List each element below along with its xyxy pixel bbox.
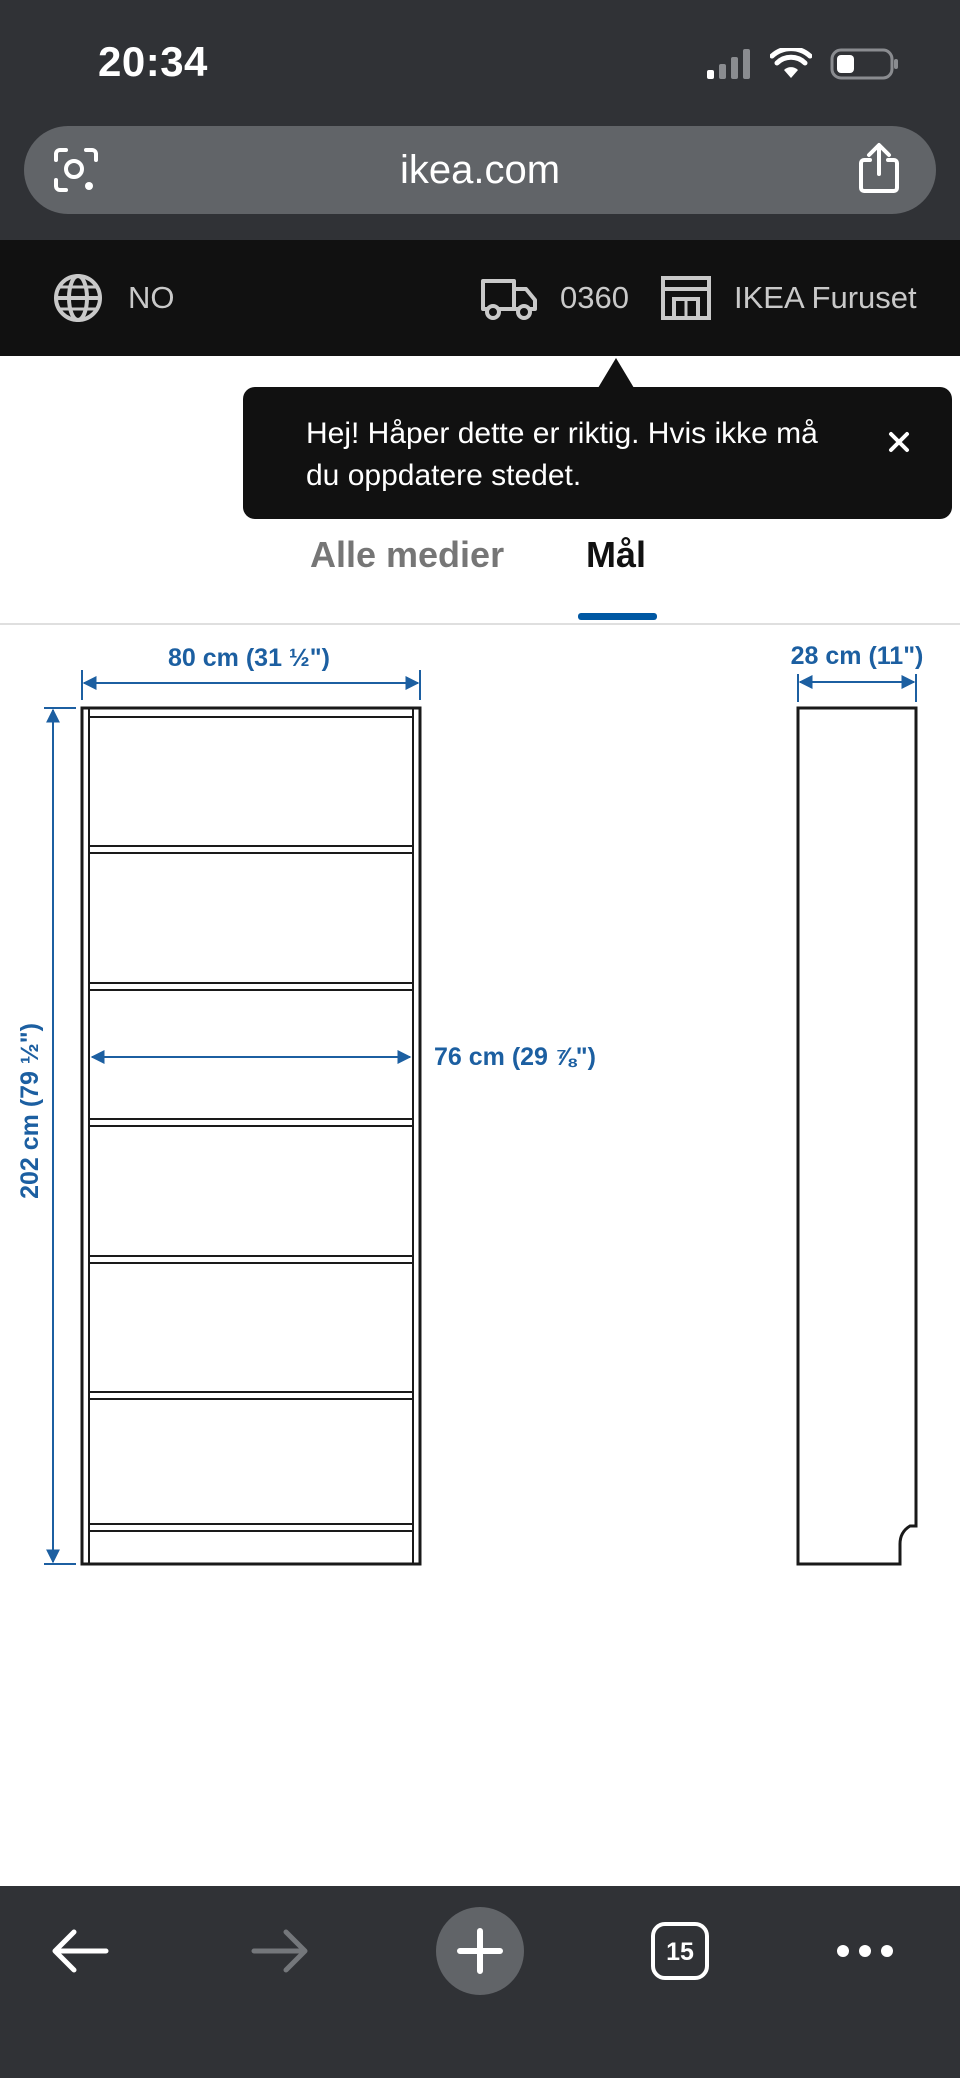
address-bar[interactable] xyxy=(24,126,936,214)
store-label: IKEA Furuset xyxy=(734,280,917,315)
share-icon[interactable] xyxy=(856,142,902,199)
bookcase-side-view xyxy=(798,708,916,1564)
tabs-icon xyxy=(649,1920,711,1982)
status-time: 20:34 xyxy=(98,38,208,85)
tab-all-media[interactable]: Alle medier xyxy=(310,534,505,575)
tab-dimensions[interactable]: Mål xyxy=(586,534,647,575)
location-tooltip xyxy=(243,387,952,519)
browser-bottom-bar xyxy=(0,1886,960,2078)
dimension-drawing xyxy=(0,626,960,1626)
height-label: 202 cm (79 ½") xyxy=(16,1023,44,1199)
close-icon[interactable] xyxy=(888,431,910,458)
height-dimension xyxy=(44,708,76,1564)
store-icon xyxy=(660,275,712,321)
forward-arrow-icon xyxy=(250,1928,310,1974)
tab-count: 15 xyxy=(666,1938,694,1966)
active-tab-indicator xyxy=(578,613,657,620)
media-tabs xyxy=(0,520,960,624)
more-button[interactable] xyxy=(830,1886,900,2016)
wifi-icon xyxy=(770,48,812,80)
depth-dimension xyxy=(798,674,916,702)
width-label: 80 cm (31 ½") xyxy=(168,644,330,672)
tabs-divider xyxy=(0,623,960,625)
more-dots-icon xyxy=(835,1943,895,1959)
new-tab-button[interactable] xyxy=(435,1886,525,2016)
postcode-label: 0360 xyxy=(560,280,629,315)
tooltip-message: Hej! Håper dette er riktig. Hvis ikke må du oppdatere stedet. xyxy=(306,417,818,492)
forward-button[interactable] xyxy=(240,1886,320,2016)
status-icons xyxy=(706,44,900,84)
back-arrow-icon xyxy=(50,1928,110,1974)
width-dimension xyxy=(82,670,420,700)
store-selector[interactable] xyxy=(660,240,917,356)
status-bar xyxy=(0,0,960,120)
language-selector[interactable] xyxy=(52,240,175,356)
locale-label: NO xyxy=(128,280,175,315)
globe-icon xyxy=(52,272,104,324)
delivery-postcode[interactable] xyxy=(480,240,629,356)
url-text[interactable]: ikea.com xyxy=(399,148,561,192)
browser-toolbar xyxy=(0,120,960,240)
back-button[interactable] xyxy=(40,1886,120,2016)
tooltip-arrow xyxy=(598,358,634,388)
cellular-signal-icon xyxy=(706,48,752,80)
ikea-location-bar xyxy=(0,240,960,356)
plus-icon xyxy=(436,1907,524,1995)
inner-width-label: 76 cm (29 ⅞") xyxy=(434,1043,596,1071)
bookcase-front-view xyxy=(82,708,420,1564)
depth-label: 28 cm (11") xyxy=(790,642,924,670)
tab-switcher-button[interactable] xyxy=(640,1886,720,2016)
battery-icon xyxy=(830,47,900,81)
delivery-truck-icon xyxy=(480,275,538,321)
